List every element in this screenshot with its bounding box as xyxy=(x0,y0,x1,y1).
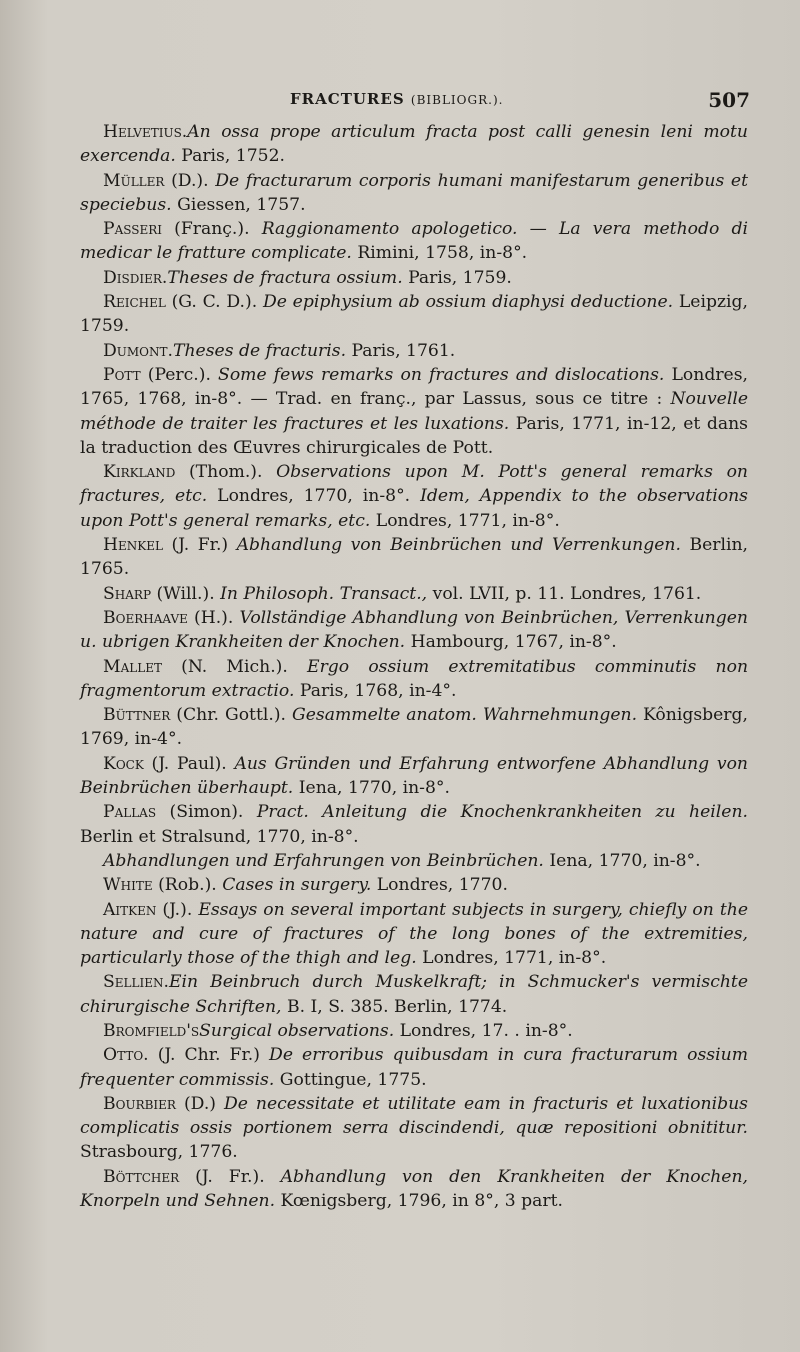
entry-imprint: Kônigsberg, 1769, in-4°. xyxy=(80,705,748,750)
entry-imprint: Londres, 1771, in-8°. xyxy=(416,948,607,969)
entry-imprint: Kœnigsberg, 1796, in 8°, 3 part. xyxy=(275,1191,564,1212)
page-header xyxy=(80,88,750,118)
entry-author: Sharp xyxy=(103,583,152,604)
entry-imprint: Paris, 1752. xyxy=(175,146,286,167)
entry-imprint: Londres, 1765, 1768, in-8°. — Trad. en franç., par Lassus, sous ce titre : xyxy=(80,364,749,410)
bibliography-entry xyxy=(80,363,748,460)
bibliography-entry xyxy=(80,1043,748,1092)
entry-imprint: Iena, 1770, in-8°. xyxy=(543,850,701,871)
entry-detail: (J.). xyxy=(156,899,199,920)
entry-imprint: Londres, 1770. xyxy=(371,875,508,896)
bibliography-entry xyxy=(80,169,748,218)
entry-title: Gesammelte anatom. Wahrnehmungen. xyxy=(292,705,638,726)
entry-title: Ergo ossium extremitatibus comminutis non fragmentorum extractio. xyxy=(80,656,749,701)
bibliography-entry xyxy=(80,339,748,363)
entry-imprint: Hambourg, 1767, in-8°. xyxy=(405,632,617,653)
entry-author: Helvetius. xyxy=(103,122,188,142)
entry-detail: (Will.). xyxy=(151,583,221,604)
entry-author: Kirkland xyxy=(103,462,176,483)
entry-imprint: Leipzig, 1759. xyxy=(80,292,748,337)
entry-detail: (J. Fr.) xyxy=(162,535,237,556)
entry-author: Bourbier xyxy=(103,1093,176,1114)
entry-imprint: vol. LVII, p. 11. Londres, 1761. xyxy=(427,583,702,604)
entry-detail: (Franç.). xyxy=(162,219,262,240)
bibliography-entry xyxy=(80,290,748,339)
page-number: 507 xyxy=(708,88,750,112)
entry-author: Pott xyxy=(103,364,141,385)
bibliography-entry xyxy=(80,655,748,704)
entry-title: De epiphysium ab ossium diaphysi deductione. xyxy=(262,292,674,313)
bibliography-list xyxy=(80,120,748,1213)
entry-title: Aus Gründen und Erfahrung entworfene Abhandlung von Beinbrüchen überhaupt. xyxy=(80,753,748,799)
entry-imprint: Londres, 17. . in-8°. xyxy=(394,1020,573,1041)
entry-imprint: Strasbourg, 1776. xyxy=(80,1142,238,1163)
bibliography-entry xyxy=(80,606,748,655)
entry-imprint: Paris, 1759. xyxy=(402,267,512,288)
entry-title: Abhandlung von den Krankheiten der Knochen, Knorpeln und Sehnen. xyxy=(80,1166,748,1212)
bibliography-entry xyxy=(80,898,748,971)
entry-detail: (J. Paul). xyxy=(143,753,235,774)
entry-author: Bromfield's xyxy=(103,1020,200,1041)
entry-imprint: Gottingue, 1775. xyxy=(274,1069,427,1090)
entry-detail: (Perc.). xyxy=(140,364,219,385)
entry-title: Nouvelle méthode de traiter les fractures et les luxations. xyxy=(80,389,748,434)
entry-author: Sellien. xyxy=(103,972,169,993)
entry-title: Raggionamento apologetico. — La vera methodo di medicar le fratture complicate. xyxy=(80,219,748,264)
entry-author: Otto. xyxy=(103,1045,149,1066)
entry-title: Observations upon M. Pott's general remarks on fractures, etc. xyxy=(80,462,748,507)
entry-imprint: Paris, 1771, in-12, et dans la traduction des Œuvres chirurgicales de Pott. xyxy=(80,413,748,458)
entry-imprint: Iena, 1770, in-8°. xyxy=(293,778,450,799)
entry-imprint: Londres, 1770, in-8°. xyxy=(207,486,421,507)
entry-title: De erroribus quibusdam in cura fracturarum ossium frequenter commissis. xyxy=(80,1045,748,1090)
bibliography-entry xyxy=(80,533,748,582)
entry-imprint: B. I, S. 385. Berlin, 1774. xyxy=(281,996,508,1017)
entry-author: Boerhaave xyxy=(103,607,188,628)
entry-title: Cases in surgery. xyxy=(222,875,372,896)
entry-author: Büttner xyxy=(103,705,171,726)
entry-title: Pract. Anleitung die Knochenkrankheiten zu heilen. xyxy=(256,802,748,823)
entry-title: Essays on several important subjects in surgery, chiefly on the nature and cure of fractures of the long bones of the extremities, particularly those of the thigh and leg. xyxy=(80,899,748,969)
entry-imprint: Londres, 1771, in-8°. xyxy=(370,510,560,531)
bibliography-entry xyxy=(80,217,748,266)
bibliography-entry xyxy=(80,266,748,290)
running-title-suffix: (BIBLIOGR.). xyxy=(410,93,504,107)
entry-author: Pallas xyxy=(103,802,157,823)
bibliography-entry xyxy=(80,970,748,1019)
bibliography-entry xyxy=(80,582,748,606)
bibliography-entry xyxy=(80,800,748,849)
entry-author: Mallet xyxy=(103,656,162,677)
entry-detail: (D.). xyxy=(164,170,216,191)
entry-author: Dumont. xyxy=(103,340,173,361)
entry-author: Passeri xyxy=(103,219,162,240)
entry-author: Disdier. xyxy=(103,267,168,288)
entry-title: De necessitate et utilitate eam in fracturis et luxationibus complicatis ossis portionem serra discindendi, quæ repositioni obnititur. xyxy=(80,1093,748,1139)
bibliography-entry xyxy=(80,460,748,533)
bibliography-entry xyxy=(80,1165,748,1214)
entry-title: Abhandlung von Beinbrüchen und Verrenkungen. xyxy=(236,535,681,556)
bibliography-entry xyxy=(80,849,748,873)
bibliography-entry xyxy=(80,703,748,752)
entry-imprint: Berlin, 1765. xyxy=(80,535,748,580)
bibliography-entry xyxy=(80,120,748,169)
entry-author: Kock xyxy=(103,753,144,774)
entry-detail: (G. C. D.). xyxy=(165,292,263,313)
bibliography-entry xyxy=(80,1092,748,1165)
entry-detail: (J. Fr.). xyxy=(179,1166,281,1187)
entry-author: Aitken xyxy=(103,899,157,920)
entry-imprint: Paris, 1768, in-4°. xyxy=(294,680,457,701)
entry-title: Idem, Appendix to the observations upon Pott's general remarks, etc. xyxy=(80,486,748,531)
entry-detail: (D.) xyxy=(175,1093,224,1114)
bibliography-entry xyxy=(80,873,748,897)
entry-detail: (Rob.). xyxy=(152,875,223,896)
entry-author: White xyxy=(103,875,153,896)
entry-detail: (J. Chr. Fr.) xyxy=(148,1045,270,1066)
entry-detail: (Thom.). xyxy=(175,462,277,483)
entry-author: Böttcher xyxy=(103,1166,180,1187)
entry-detail: (N. Mich.). xyxy=(161,656,308,677)
entry-imprint: Rimini, 1758, in-8°. xyxy=(351,243,528,264)
entry-title: Some fews remarks on fractures and dislocations. xyxy=(218,364,665,385)
entry-imprint: Giessen, 1757. xyxy=(171,194,306,215)
entry-detail: (Simon). xyxy=(156,802,257,823)
entry-title: De fracturarum corporis humani manifestarum generibus et speciebus. xyxy=(80,170,748,215)
entry-imprint: Berlin et Stralsund, 1770, in-8°. xyxy=(80,826,359,847)
entry-title: Theses de fracturis. xyxy=(173,340,347,361)
entry-title: In Philosoph. Transact., xyxy=(220,583,428,604)
entry-title: Vollständige Abhandlung von Beinbrüchen, Verrenkungen u. ubrigen Krankheiten der Knochen. xyxy=(80,607,748,653)
entry-imprint: Paris, 1761. xyxy=(346,340,456,361)
entry-detail: (H.). xyxy=(187,607,240,628)
entry-title: Theses de fractura ossium. xyxy=(167,267,403,288)
entry-title: Abhandlungen und Erfahrungen von Beinbrüchen. xyxy=(103,850,544,871)
entry-title: Surgical observations. xyxy=(199,1020,395,1041)
bibliography-entry xyxy=(80,1019,748,1043)
entry-author: Müller xyxy=(103,170,165,191)
entry-title: Ein Beinbruch durch Muskelkraft; in Schmucker's vermischte chirurgische Schriften, xyxy=(80,972,748,1017)
running-title: FRACTURES (BIBLIOGR.). xyxy=(290,90,504,108)
entry-detail: (Chr. Gottl.). xyxy=(170,705,292,726)
entry-title: An ossa prope articulum fracta post calli genesin leni motu exercenda. xyxy=(80,122,748,167)
bibliography-entry xyxy=(80,752,748,801)
entry-author: Reichel xyxy=(103,292,166,313)
entry-author: Henkel xyxy=(103,535,163,556)
